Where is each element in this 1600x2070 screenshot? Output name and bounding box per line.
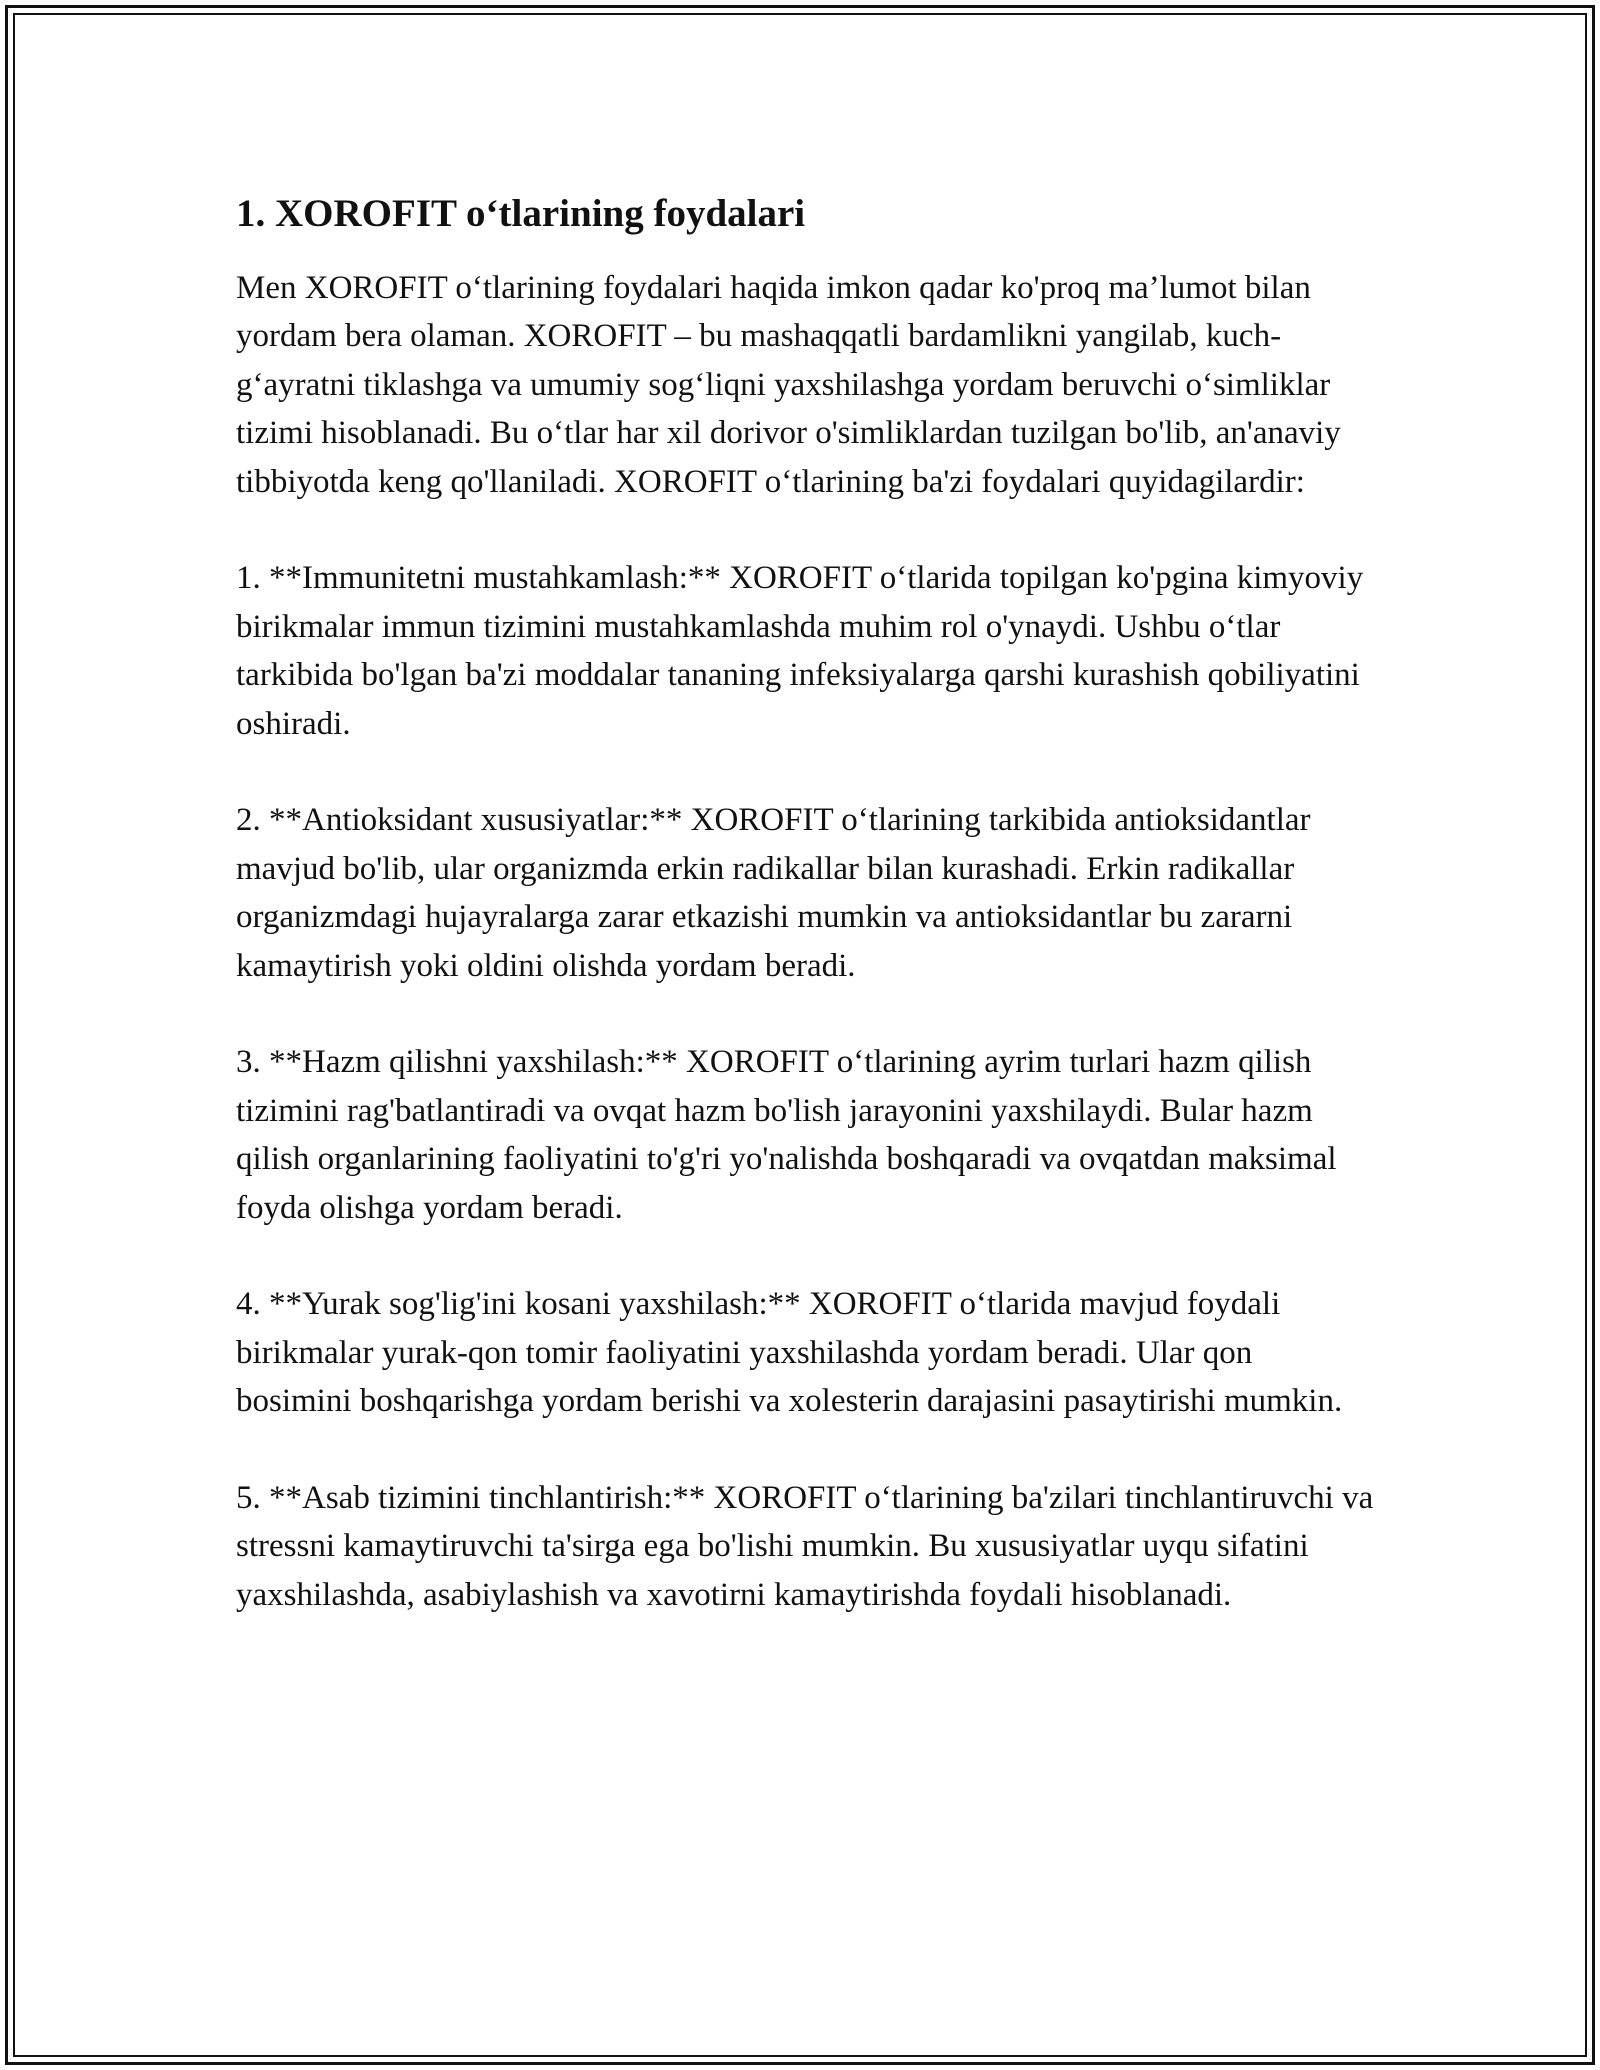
- list-item-immunity: 1. **Immunitetni mustahkamlash:** XOROFIT o‘tlarida topilgan ko'pgina kimyoviy birikmalar immun tizimini mustahkamlashda muhim rol o'ynaydi. Ushbu o‘tlar tarkibida bo'lgan ba'zi moddalar tananing infeksiyalarga qarshi kurashish qobiliyatini oshiradi.: [236, 560, 1364, 742]
- document-title: 1. XOROFIT o‘tlarining foydalari: [236, 192, 806, 235]
- list-item-heart-health: 4. **Yurak sog'lig'ini kosani yaxshilash:** XOROFIT o‘tlarida mavjud foydali birikmalar yurak-qon tomir faoliyatini yaxshilashda yordam beradi. Ular qon bosimini boshqarishga yordam berishi va xolesterin darajasini pasaytirishi mumkin.: [236, 1286, 1343, 1420]
- list-item-digestion: 3. **Hazm qilishni yaxshilash:** XOROFIT o‘tlarining ayrim turlari hazm qilish tizimini rag'batlantiradi va ovqat hazm bo'lish jarayonini yaxshilaydi. Bular hazm qilish organlarining faoliyatini to'g'ri yo'nalishda boshqaradi va ovqatdan maksimal foyda olishga yordam beradi.: [236, 1044, 1337, 1226]
- list-item-nervous-system: 5. **Asab tizimini tinchlantirish:** XOROFIT o‘tlarining ba'zilari tinchlantiruvchi va stressni kamaytiruvchi ta'sirga ega bo'lishi mumkin. Bu xususiyatlar uyqu sifatini yaxshilashda, asabiylashish va xavotirni kamaytirishda foydali hisoblanadi.: [236, 1480, 1374, 1613]
- intro-paragraph: Men XOROFIT o‘tlarining foydalari haqida imkon qadar ko'proq ma’lumot bilan yordam bera olaman. XOROFIT – bu mashaqqatli bardamlikni yangilab, kuch-g‘ayratni tiklashga va umumiy sog‘liqni yaxshilashga yordam beruvchi o‘simliklar tizimi hisoblanadi. Bu o‘tlar har xil dorivor o'simliklardan tuzilgan bo'lib, an'anaviy tibbiyotda keng qo'llaniladi. XOROFIT o‘tlarining ba'zi foydalari quyidagilardir:: [236, 270, 1341, 500]
- document-body: [236, 184, 1376, 1619]
- list-item-antioxidant: 2. **Antioksidant xususiyatlar:** XOROFIT o‘tlarining tarkibida antioksidantlar mavjud bo'lib, ular organizmda erkin radikallar bilan kurashadi. Erkin radikallar organizmdagi hujayralarga zarar etkazishi mumkin va antioksidantlar bu zararni kamaytirish yoki oldini olishda yordam beradi.: [236, 802, 1311, 984]
